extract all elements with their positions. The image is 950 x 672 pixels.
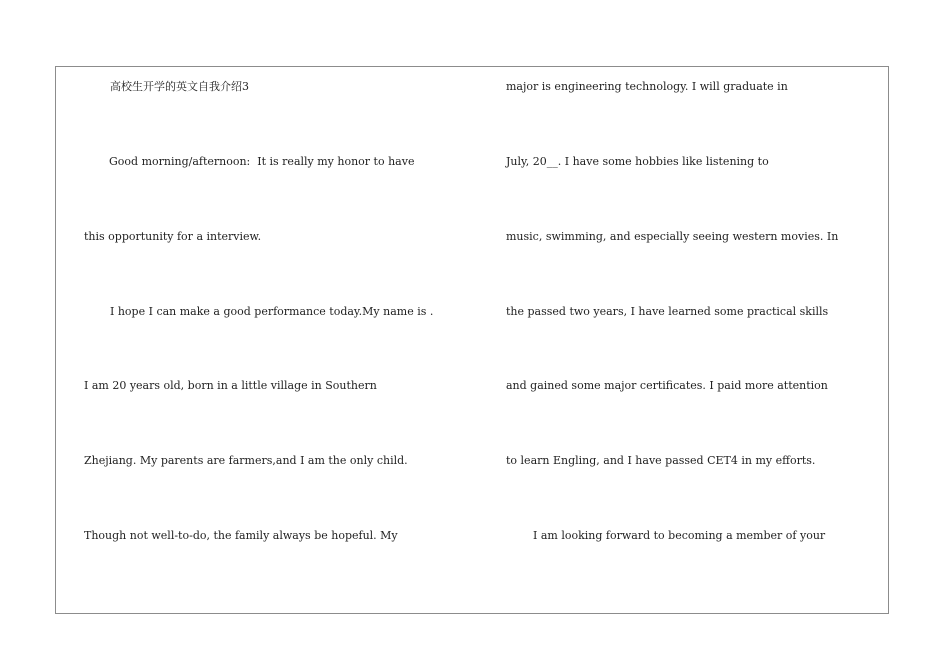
text-line: Though not well-to-do, the family always be hopeful. My: [84, 529, 398, 542]
text-line: July, 20__. I have some hobbies like listening to: [506, 155, 769, 168]
text-line: music, swimming, and especially seeing western movies. In: [506, 230, 839, 243]
text-line: the passed two years, I have learned some practical skills: [506, 305, 829, 318]
text-line: major is engineering technology. I will graduate in: [506, 80, 788, 93]
text-line: I am 20 years old, born in a little village in Southern: [84, 379, 377, 392]
text-line: I hope I can make a good performance today.My name is .: [110, 305, 434, 318]
text-line: and gained some major certificates. I paid more attention: [506, 379, 828, 392]
text-line: I am looking forward to becoming a member of your: [533, 529, 826, 542]
document-title: 高校生开学的英文自我介绍3: [110, 80, 249, 93]
text-line: Good morning/afternoon: It is really my honor to have: [109, 155, 415, 168]
text-line: this opportunity for a interview.: [84, 230, 262, 243]
text-line: Zhejiang. My parents are farmers,and I am the only child.: [84, 454, 408, 467]
text-line: to learn Engling, and I have passed CET4 in my efforts.: [506, 454, 816, 467]
